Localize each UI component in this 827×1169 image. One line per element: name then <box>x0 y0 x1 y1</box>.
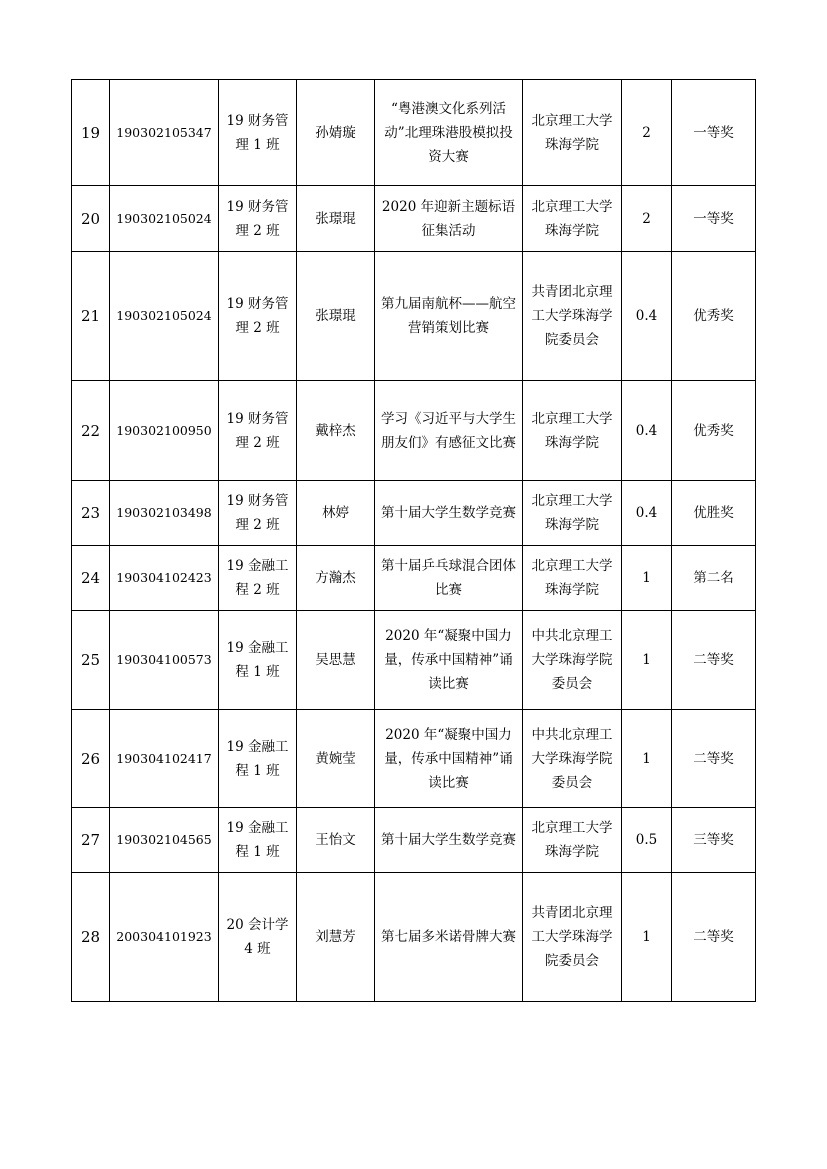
student-id: 200304101923 <box>110 873 219 1002</box>
competition-name: 2020 年“凝聚中国力量，传承中国精神”诵读比赛 <box>375 710 523 808</box>
class-name: 19 财务管理 2 班 <box>219 252 297 381</box>
row-number: 23 <box>72 481 110 546</box>
organizer: 北京理工大学珠海学院 <box>523 481 622 546</box>
table-row <box>72 80 756 186</box>
student-id: 190302105347 <box>110 80 219 186</box>
organizer: 北京理工大学珠海学院 <box>523 546 622 611</box>
score: 1 <box>622 611 672 710</box>
class-name: 19 财务管理 2 班 <box>219 481 297 546</box>
student-name: 戴梓杰 <box>297 381 375 481</box>
row-number: 28 <box>72 873 110 1002</box>
award: 一等奖 <box>672 80 756 186</box>
award: 二等奖 <box>672 611 756 710</box>
award: 三等奖 <box>672 808 756 873</box>
row-number: 24 <box>72 546 110 611</box>
row-number: 22 <box>72 381 110 481</box>
competition-name: 第十届乒乓球混合团体比赛 <box>375 546 523 611</box>
competition-name: “粤港澳文化系列活动”北理珠港股模拟投资大赛 <box>375 80 523 186</box>
class-name: 20 会计学 4 班 <box>219 873 297 1002</box>
score: 1 <box>622 546 672 611</box>
row-number: 25 <box>72 611 110 710</box>
award: 一等奖 <box>672 186 756 252</box>
awards-table <box>71 79 756 1002</box>
row-number: 21 <box>72 252 110 381</box>
table-row <box>72 546 756 611</box>
table-row <box>72 186 756 252</box>
student-id: 190304102417 <box>110 710 219 808</box>
student-name: 吴思慧 <box>297 611 375 710</box>
score: 0.5 <box>622 808 672 873</box>
score: 0.4 <box>622 481 672 546</box>
student-name: 刘慧芳 <box>297 873 375 1002</box>
row-number: 27 <box>72 808 110 873</box>
competition-name: 2020 年“凝聚中国力量，传承中国精神”诵读比赛 <box>375 611 523 710</box>
table-row <box>72 252 756 381</box>
organizer: 共青团北京理工大学珠海学院委员会 <box>523 252 622 381</box>
score: 0.4 <box>622 381 672 481</box>
student-name: 张璟琨 <box>297 186 375 252</box>
row-number: 19 <box>72 80 110 186</box>
student-name: 王怡文 <box>297 808 375 873</box>
student-name: 张璟琨 <box>297 252 375 381</box>
competition-name: 第九届南航杯——航空营销策划比赛 <box>375 252 523 381</box>
award: 二等奖 <box>672 710 756 808</box>
table-row <box>72 808 756 873</box>
table-row <box>72 873 756 1002</box>
student-id: 190302105024 <box>110 252 219 381</box>
competition-name: 第七届多米诺骨牌大赛 <box>375 873 523 1002</box>
score: 2 <box>622 80 672 186</box>
award: 优胜奖 <box>672 481 756 546</box>
organizer: 共青团北京理工大学珠海学院委员会 <box>523 873 622 1002</box>
score: 1 <box>622 710 672 808</box>
student-id: 190302103498 <box>110 481 219 546</box>
student-id: 190302104565 <box>110 808 219 873</box>
class-name: 19 金融工程 1 班 <box>219 710 297 808</box>
class-name: 19 财务管理 2 班 <box>219 186 297 252</box>
table-row <box>72 611 756 710</box>
class-name: 19 金融工程 2 班 <box>219 546 297 611</box>
class-name: 19 金融工程 1 班 <box>219 611 297 710</box>
score: 2 <box>622 186 672 252</box>
award: 二等奖 <box>672 873 756 1002</box>
class-name: 19 财务管理 1 班 <box>219 80 297 186</box>
award: 第二名 <box>672 546 756 611</box>
row-number: 26 <box>72 710 110 808</box>
organizer: 北京理工大学珠海学院 <box>523 80 622 186</box>
table-row <box>72 710 756 808</box>
class-name: 19 财务管理 2 班 <box>219 381 297 481</box>
competition-name: 2020 年迎新主题标语征集活动 <box>375 186 523 252</box>
table-row <box>72 381 756 481</box>
student-id: 190302100950 <box>110 381 219 481</box>
competition-name: 第十届大学生数学竞赛 <box>375 808 523 873</box>
organizer: 北京理工大学珠海学院 <box>523 808 622 873</box>
student-name: 林婷 <box>297 481 375 546</box>
student-name: 黄婉莹 <box>297 710 375 808</box>
organizer: 中共北京理工大学珠海学院委员会 <box>523 611 622 710</box>
student-name: 方瀚杰 <box>297 546 375 611</box>
award: 优秀奖 <box>672 252 756 381</box>
student-name: 孙婧璇 <box>297 80 375 186</box>
table-row <box>72 481 756 546</box>
student-id: 190304102423 <box>110 546 219 611</box>
student-id: 190302105024 <box>110 186 219 252</box>
organizer: 北京理工大学珠海学院 <box>523 186 622 252</box>
organizer: 北京理工大学珠海学院 <box>523 381 622 481</box>
row-number: 20 <box>72 186 110 252</box>
student-id: 190304100573 <box>110 611 219 710</box>
competition-name: 学习《习近平与大学生朋友们》有感征文比赛 <box>375 381 523 481</box>
award: 优秀奖 <box>672 381 756 481</box>
organizer: 中共北京理工大学珠海学院委员会 <box>523 710 622 808</box>
score: 1 <box>622 873 672 1002</box>
class-name: 19 金融工程 1 班 <box>219 808 297 873</box>
competition-name: 第十届大学生数学竞赛 <box>375 481 523 546</box>
score: 0.4 <box>622 252 672 381</box>
